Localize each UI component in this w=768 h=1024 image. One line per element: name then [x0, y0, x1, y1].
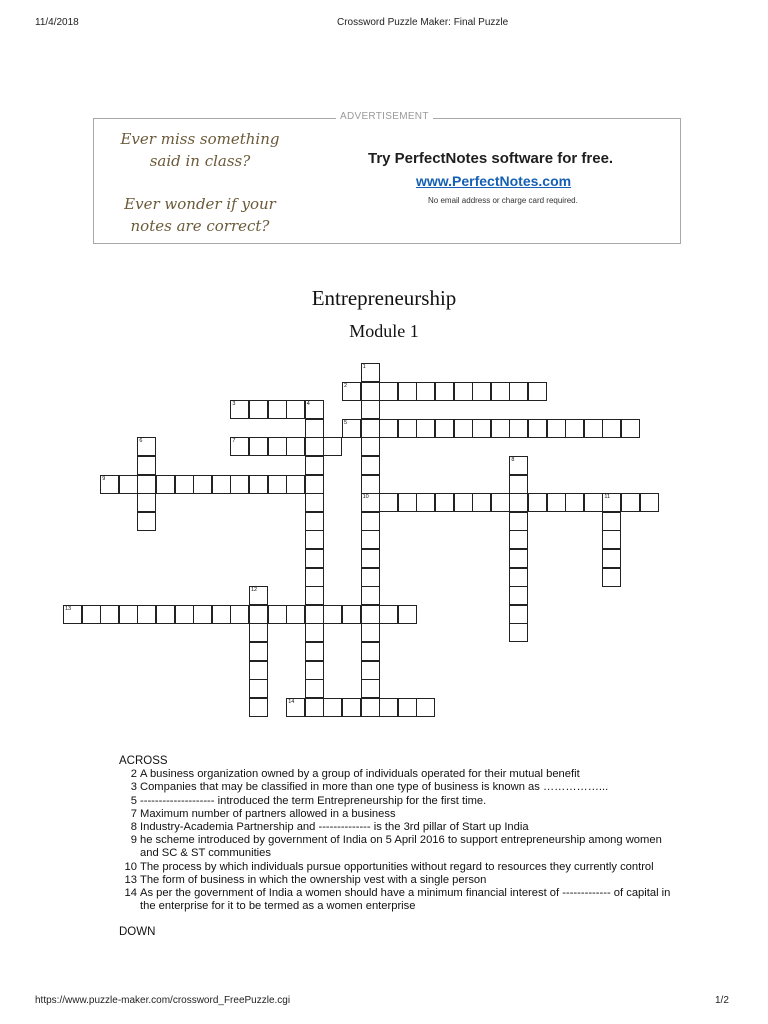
clue-number: 10: [124, 860, 137, 873]
grid-cell[interactable]: [361, 382, 380, 401]
grid-cell[interactable]: [286, 698, 305, 717]
grid-cell[interactable]: [602, 512, 621, 531]
clue-number: 12: [251, 587, 258, 594]
grid-cell[interactable]: [193, 475, 212, 494]
grid-cell[interactable]: [398, 419, 417, 438]
clue-number: 4: [306, 401, 310, 408]
grid-cell[interactable]: [361, 363, 380, 382]
grid-cell[interactable]: [416, 419, 435, 438]
grid-cell[interactable]: [379, 698, 398, 717]
grid-cell[interactable]: [361, 456, 380, 475]
grid-cell[interactable]: [528, 382, 547, 401]
grid-cell[interactable]: [137, 456, 156, 475]
grid-cell[interactable]: [361, 605, 380, 624]
grid-cell[interactable]: [491, 382, 510, 401]
grid-cell[interactable]: [416, 698, 435, 717]
grid-cell[interactable]: [509, 530, 528, 549]
grid-cell[interactable]: [565, 493, 584, 512]
grid-cell[interactable]: [435, 419, 454, 438]
grid-cell[interactable]: [193, 605, 212, 624]
grid-cell[interactable]: [342, 382, 361, 401]
grid-cell[interactable]: [323, 698, 342, 717]
grid-cell[interactable]: [472, 419, 491, 438]
grid-cell[interactable]: [398, 382, 417, 401]
across-clue: [119, 874, 679, 887]
grid-cell[interactable]: [398, 698, 417, 717]
grid-cell[interactable]: [305, 400, 324, 419]
clue-number: 8: [130, 821, 137, 834]
grid-cell[interactable]: [268, 437, 287, 456]
grid-cell[interactable]: [305, 437, 324, 456]
clue-text: he scheme introduced by government of India on 5 April 2016 to support entrepreneurship among women and SC & ST communities: [140, 834, 662, 860]
ad-note: No email address or charge card required.: [428, 196, 578, 205]
grid-cell[interactable]: [305, 605, 324, 624]
grid-cell[interactable]: [379, 493, 398, 512]
clue-text: Companies that may be classified in more than one type of business is known as ……………...: [140, 781, 609, 794]
grid-cell[interactable]: [137, 475, 156, 494]
grid-cell[interactable]: [323, 605, 342, 624]
grid-cell[interactable]: [584, 493, 603, 512]
grid-cell[interactable]: [491, 493, 510, 512]
grid-cell[interactable]: [286, 605, 305, 624]
ad-line-3: Ever wonder if your: [124, 195, 276, 213]
grid-cell[interactable]: [361, 400, 380, 419]
grid-cell[interactable]: [602, 530, 621, 549]
grid-cell[interactable]: [305, 568, 324, 587]
clue-number: 14: [124, 887, 137, 900]
across-clue: [119, 834, 679, 860]
grid-cell[interactable]: [286, 475, 305, 494]
print-title: Crossword Puzzle Maker: Final Puzzle: [337, 17, 509, 28]
footer-url: https://www.puzzle-maker.com/crossword_FreePuzzle.cgi: [35, 995, 291, 1006]
grid-cell[interactable]: [361, 679, 380, 698]
grid-cell[interactable]: [305, 493, 324, 512]
grid-cell[interactable]: [286, 437, 305, 456]
grid-cell[interactable]: [268, 400, 287, 419]
grid-cell[interactable]: [361, 512, 380, 531]
grid-cell[interactable]: [435, 382, 454, 401]
page-number: 1/2: [715, 995, 729, 1006]
grid-cell[interactable]: [361, 698, 380, 717]
grid-cell[interactable]: [156, 605, 175, 624]
grid-cell[interactable]: [137, 437, 156, 456]
clue-number: 2: [344, 382, 348, 389]
ad-link[interactable]: www.PerfectNotes.com: [416, 173, 572, 189]
ad-line-2: said in class?: [149, 152, 251, 170]
grid-cell[interactable]: [398, 605, 417, 624]
grid-cell[interactable]: [175, 475, 194, 494]
clue-text: A business organization owned by a group of individuals operated for their mutual benefit: [140, 768, 580, 781]
grid-cell[interactable]: [547, 419, 566, 438]
grid-cell[interactable]: [305, 642, 324, 661]
grid-cell[interactable]: [137, 605, 156, 624]
clue-number: 7: [130, 807, 137, 820]
clue-number: 13: [124, 873, 137, 886]
across-clue: [119, 781, 679, 794]
across-clue: [119, 887, 679, 913]
advertisement-label: ADVERTISEMENT: [336, 111, 433, 122]
clue-text: -------------------- introduced the term Entrepreneurship for the first time.: [140, 794, 487, 807]
grid-cell[interactable]: [230, 605, 249, 624]
grid-cell[interactable]: [305, 549, 324, 568]
grid-cell[interactable]: [602, 419, 621, 438]
grid-cell[interactable]: [249, 605, 268, 624]
grid-cell[interactable]: [509, 568, 528, 587]
grid-cell[interactable]: [602, 493, 621, 512]
clue-number: 5: [130, 794, 137, 807]
clue-text: The process by which individuals pursue opportunities without regard to resources they currently control: [140, 860, 654, 873]
grid-cell[interactable]: [305, 530, 324, 549]
grid-cell[interactable]: [249, 679, 268, 698]
grid-cell[interactable]: [621, 419, 640, 438]
grid-cell[interactable]: [249, 642, 268, 661]
clue-list: [119, 755, 679, 940]
grid-cell[interactable]: [249, 661, 268, 680]
grid-cell[interactable]: [509, 419, 528, 438]
grid-cell[interactable]: [361, 549, 380, 568]
grid-cell[interactable]: [621, 493, 640, 512]
grid-cell[interactable]: [175, 605, 194, 624]
grid-cell[interactable]: [361, 623, 380, 642]
grid-cell[interactable]: [565, 419, 584, 438]
grid-cell[interactable]: [268, 605, 287, 624]
grid-cell[interactable]: [286, 400, 305, 419]
grid-cell[interactable]: [63, 605, 82, 624]
grid-cell[interactable]: [230, 437, 249, 456]
grid-cell[interactable]: [119, 605, 138, 624]
clue-number: 9: [130, 834, 137, 847]
grid-cell[interactable]: [249, 400, 268, 419]
print-date: 11/4/2018: [35, 17, 79, 28]
grid-cell[interactable]: [528, 493, 547, 512]
clue-number: 6: [139, 438, 143, 445]
grid-cell[interactable]: [528, 419, 547, 438]
grid-cell[interactable]: [268, 475, 287, 494]
grid-cell[interactable]: [416, 382, 435, 401]
grid-cell[interactable]: [509, 512, 528, 531]
down-heading: DOWN: [119, 926, 156, 939]
grid-cell[interactable]: [100, 605, 119, 624]
clue-number: 2: [130, 768, 137, 781]
grid-cell[interactable]: [435, 493, 454, 512]
grid-cell[interactable]: [379, 605, 398, 624]
grid-cell[interactable]: [547, 493, 566, 512]
grid-cell[interactable]: [361, 642, 380, 661]
grid-cell[interactable]: [509, 382, 528, 401]
grid-cell[interactable]: [509, 493, 528, 512]
across-clue: [119, 808, 679, 821]
grid-cell[interactable]: [323, 437, 342, 456]
grid-cell[interactable]: [100, 475, 119, 494]
grid-cell[interactable]: [212, 605, 231, 624]
grid-cell[interactable]: [305, 586, 324, 605]
grid-cell[interactable]: [509, 475, 528, 494]
grid-cell[interactable]: [82, 605, 101, 624]
puzzle-subtitle: Module 1: [349, 321, 419, 341]
grid-cell[interactable]: [584, 419, 603, 438]
across-heading: ACROSS: [119, 755, 168, 767]
grid-cell[interactable]: [640, 493, 659, 512]
grid-cell[interactable]: [491, 419, 510, 438]
clue-number: 14: [288, 698, 295, 705]
clue-text: Industry-Academia Partnership and -------------- is the 3rd pillar of Start up India: [140, 821, 529, 834]
grid-cell[interactable]: [249, 586, 268, 605]
grid-cell[interactable]: [379, 382, 398, 401]
grid-cell[interactable]: [305, 456, 324, 475]
grid-cell[interactable]: [305, 679, 324, 698]
ad-line-4: notes are correct?: [130, 217, 270, 235]
grid-cell[interactable]: [398, 493, 417, 512]
grid-cell[interactable]: [509, 605, 528, 624]
grid-cell[interactable]: [156, 475, 175, 494]
across-clues: [119, 768, 679, 913]
clue-text: The form of business in which the ownership vest with a single person: [140, 873, 487, 886]
grid-cell[interactable]: [361, 493, 380, 512]
clue-number: 9: [102, 475, 106, 482]
grid-cell[interactable]: [602, 549, 621, 568]
grid-cell[interactable]: [509, 623, 528, 642]
across-clue: [119, 861, 679, 874]
clue-number: 11: [604, 494, 611, 501]
clue-text: Maximum number of partners allowed in a business: [140, 807, 396, 820]
grid-cell[interactable]: [137, 493, 156, 512]
grid-cell[interactable]: [472, 382, 491, 401]
grid-cell[interactable]: [230, 475, 249, 494]
across-clue: [119, 768, 679, 781]
clue-number: 1: [362, 364, 366, 370]
grid-cell[interactable]: [361, 530, 380, 549]
clue-number: 3: [130, 781, 137, 794]
grid-cell[interactable]: [249, 437, 268, 456]
clue-number: 10: [362, 494, 369, 501]
grid-cell[interactable]: [361, 568, 380, 587]
clue-number: 3: [232, 401, 236, 408]
clue-text: As per the government of India a women should have a minimum financial interest of ------------- of capital in the enterprise for it to be termed as a women enterprise: [140, 887, 671, 913]
grid-cell[interactable]: [361, 661, 380, 680]
grid-cell[interactable]: [416, 493, 435, 512]
grid-cell[interactable]: [119, 475, 138, 494]
across-clue: [119, 795, 679, 808]
grid-cell[interactable]: [361, 419, 380, 438]
grid-cell[interactable]: [454, 419, 473, 438]
grid-cell[interactable]: [361, 475, 380, 494]
grid-cell[interactable]: [305, 475, 324, 494]
grid-cell[interactable]: [602, 568, 621, 587]
grid-cell[interactable]: [509, 549, 528, 568]
ad-cta: Try PerfectNotes software for free.: [368, 150, 614, 167]
puzzle-title: Entrepreneurship: [311, 286, 457, 310]
grid-cell[interactable]: [342, 698, 361, 717]
grid-cell[interactable]: [305, 661, 324, 680]
grid-cell[interactable]: [212, 475, 231, 494]
grid-cell[interactable]: [509, 586, 528, 605]
grid-cell[interactable]: [230, 400, 249, 419]
grid-cell[interactable]: [361, 586, 380, 605]
grid-cell[interactable]: [342, 419, 361, 438]
grid-cell[interactable]: [454, 493, 473, 512]
across-clue: [119, 821, 679, 834]
grid-cell[interactable]: [342, 605, 361, 624]
clue-number: 13: [65, 605, 72, 612]
grid-cell[interactable]: [472, 493, 491, 512]
grid-cell[interactable]: [454, 382, 473, 401]
grid-cell[interactable]: [305, 512, 324, 531]
grid-cell[interactable]: [305, 419, 324, 438]
grid-cell[interactable]: [305, 698, 324, 717]
grid-cell[interactable]: [249, 623, 268, 642]
grid-cell[interactable]: [379, 419, 398, 438]
grid-cell[interactable]: [137, 512, 156, 531]
grid-cell[interactable]: [249, 475, 268, 494]
ad-line-1: Ever miss something: [120, 130, 280, 148]
clue-number: 5: [344, 419, 348, 426]
grid-cell[interactable]: [249, 698, 268, 717]
grid-cell[interactable]: [509, 456, 528, 475]
clue-number: 8: [511, 457, 515, 463]
grid-cell[interactable]: [305, 623, 324, 642]
grid-cell[interactable]: [361, 437, 380, 456]
clue-number: 7: [232, 438, 236, 445]
